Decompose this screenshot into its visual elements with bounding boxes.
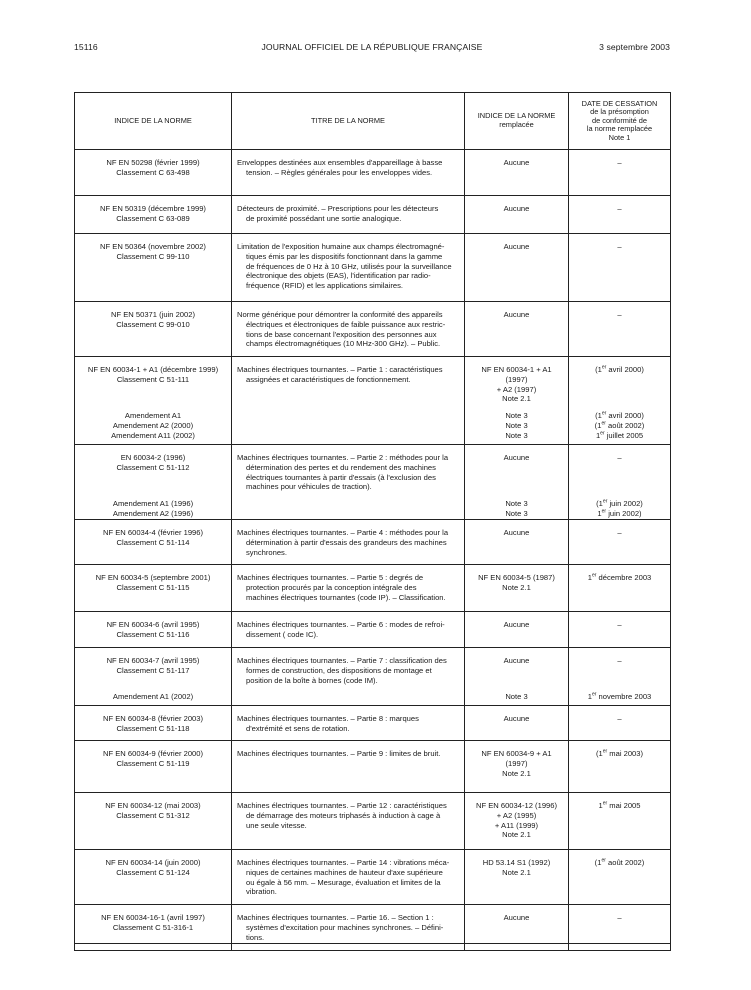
cell-line: + A11 (1999) — [494, 820, 539, 830]
cell-line: NF EN 60034-6 (avril 1995) — [106, 620, 200, 629]
cell-line: Note 2.1 — [502, 582, 531, 592]
cell-line: d'extrémité et sens de rotation. — [246, 723, 350, 733]
cell-line — [80, 887, 226, 897]
cell-line: – — [617, 204, 622, 213]
table-cell-rep — [465, 520, 569, 565]
cell-line: tension. – Règles générales pour les enveloppes vides. — [246, 167, 433, 177]
table-bottom-rule — [74, 943, 670, 944]
cell-line — [470, 593, 563, 603]
table-cell-idx — [75, 234, 232, 302]
table-row — [75, 648, 671, 706]
cell-line: NF EN 50364 (novembre 2002) — [100, 242, 206, 251]
cell-line: (1er avril 2000) — [595, 410, 644, 421]
cell-line: Note 3 — [505, 411, 528, 421]
cell-line — [80, 769, 226, 779]
table-cell-idx — [75, 793, 232, 850]
cell-line: NF EN 60034-12 (1996) — [475, 801, 558, 810]
table-cell-rep — [465, 150, 569, 196]
cell-line — [80, 339, 226, 349]
cell-line — [237, 509, 459, 519]
cell-line: NF EN 60034-1 + A1 — [481, 365, 552, 374]
cell-line: NF EN 60034-12 (mai 2003) — [105, 801, 201, 810]
page-header — [74, 42, 670, 56]
table-cell-rep — [465, 612, 569, 648]
table-cell-title — [232, 150, 465, 196]
table-cell-idx — [75, 648, 232, 706]
cell-line: Aucune — [503, 714, 530, 723]
cell-line: Aucune — [503, 242, 530, 251]
table-cell-idx — [75, 612, 232, 648]
cell-line: Machines électriques tournantes. – Partie 14 : vibrations méca- — [237, 858, 450, 867]
cell-line — [80, 330, 226, 340]
cell-line: Norme générique pour démontrer la conformité des appareils — [237, 310, 443, 319]
cell-line — [80, 593, 226, 603]
cell-line: Note 2.1 — [502, 768, 531, 778]
cell-line — [80, 271, 226, 281]
cell-line: NF EN 60034-8 (février 2003) — [102, 714, 204, 723]
cell-line — [574, 394, 665, 404]
cell-line: Aucune — [503, 204, 530, 213]
cell-line — [574, 385, 665, 395]
cell-line: Note 3 — [505, 692, 528, 702]
cell-line: Amendement A1 (1996) — [112, 499, 194, 509]
table-cell-idx — [75, 741, 232, 793]
cell-line — [80, 830, 226, 840]
table-cell-date — [569, 612, 671, 648]
page-number: 15116 — [74, 42, 98, 52]
table-cell-idx — [75, 520, 232, 565]
cell-line: Enveloppes destinées aux ensembles d'appareillage à basse — [237, 158, 443, 167]
table-cell-rep — [465, 706, 569, 741]
table-cell-rep — [465, 357, 569, 445]
journal-title: JOURNAL OFFICIEL DE LA RÉPUBLIQUE FRANÇAISE — [261, 42, 483, 52]
cell-line: + A2 (1997) — [496, 384, 537, 394]
cell-line: NF EN 60034-7 (avril 1995) — [106, 656, 200, 665]
table-cell-rep — [465, 793, 569, 850]
cell-line — [574, 724, 665, 734]
cell-line — [574, 375, 665, 385]
cell-line: – — [617, 453, 622, 462]
cell-line: Machines électriques tournantes. – Partie 5 : degrés de — [237, 573, 424, 582]
cell-line — [80, 482, 226, 492]
cell-line — [470, 262, 563, 272]
cell-line: Note 2.1 — [502, 867, 531, 877]
cell-line — [237, 385, 459, 395]
cell-line — [80, 394, 226, 404]
table-cell-title — [232, 648, 465, 706]
table-cell-idx — [75, 196, 232, 234]
cell-line: de proximité possédant une sortie analogique. — [246, 213, 402, 223]
cell-line — [574, 271, 665, 281]
cell-line: NF EN 60034-9 (février 2000) — [102, 749, 204, 758]
cell-line: Classement C 51-124 — [116, 867, 190, 877]
table-cell-date — [569, 302, 671, 357]
cell-line: tions. — [246, 932, 265, 942]
cell-line: (1997) — [505, 374, 528, 384]
table-cell-date — [569, 741, 671, 793]
cell-line: – — [617, 656, 622, 665]
cell-line — [237, 830, 459, 840]
table-row — [75, 793, 671, 850]
cell-line: Classement C 51-119 — [116, 758, 190, 768]
cell-line: Classement C 51-114 — [116, 537, 190, 547]
cell-line: NF EN 50298 (février 1999) — [106, 158, 200, 167]
table-row — [75, 196, 671, 234]
cell-line: + A2 (1995) — [496, 810, 537, 820]
cell-line: vibration. — [246, 887, 277, 897]
cell-line: (1er avril 2000) — [595, 364, 644, 374]
cell-line: 1er juillet 2005 — [595, 430, 644, 440]
cell-line — [237, 411, 459, 421]
cell-line — [574, 214, 665, 224]
cell-line: systèmes d'excitation pour machines synchrones. – Défini- — [246, 922, 444, 932]
cell-line — [80, 385, 226, 395]
cell-line: Aucune — [503, 620, 530, 629]
cell-line — [574, 933, 665, 943]
cell-line: dissement ( code IC). — [246, 629, 319, 639]
cell-line — [470, 548, 563, 558]
cell-line: NF EN 60034-5 (1987) — [478, 573, 555, 582]
table-cell-rep — [465, 234, 569, 302]
table-cell-title — [232, 357, 465, 445]
cell-line — [574, 538, 665, 548]
cell-line: 1er mai 2005 — [598, 800, 641, 810]
cell-line: Classement C 99-010 — [116, 319, 190, 329]
table-row — [75, 302, 671, 357]
cell-line: Machines électriques tournantes. – Partie 8 : marques — [237, 714, 419, 723]
cell-line: NF EN 50319 (décembre 1999) — [100, 204, 206, 213]
cell-line: tions de base concernant l'exposition des personnes aux — [246, 329, 437, 339]
table-cell-idx — [75, 357, 232, 445]
table-cell-date — [569, 706, 671, 741]
cell-line — [470, 252, 563, 262]
cell-line — [574, 583, 665, 593]
cell-line: Machines électriques tournantes. – Partie 2 : méthodes pour la — [237, 453, 449, 462]
cell-line — [574, 593, 665, 603]
cell-line: Aucune — [503, 453, 530, 462]
cell-line — [574, 168, 665, 178]
cell-line: de fréquences de 0 Hz à 10 GHz, utilisés pour la surveillance — [246, 261, 452, 271]
table-cell-title — [232, 706, 465, 741]
table-cell-title — [232, 741, 465, 793]
table-body — [75, 150, 671, 951]
cell-line: une seule vitesse. — [246, 820, 307, 830]
cell-line: Aucune — [503, 913, 530, 922]
cell-line: assignées et caractéristiques de fonctionnement. — [246, 374, 411, 384]
cell-line: NF EN 60034-14 (juin 2000) — [105, 858, 201, 867]
cell-line: protection procurés par la conception intégrale des — [246, 582, 417, 592]
cell-line — [237, 431, 459, 441]
table-row — [75, 565, 671, 612]
cell-line: Détecteurs de proximité. – Prescriptions pour les détecteurs — [237, 204, 439, 213]
cell-line: EN 60034-2 (1996) — [120, 453, 186, 462]
cell-line: synchrones. — [246, 547, 287, 557]
cell-line — [80, 548, 226, 558]
cell-line — [470, 878, 563, 888]
cell-line — [574, 281, 665, 291]
cell-line — [470, 473, 563, 483]
cell-line: détermination à partir d'essais des grandeurs des machines — [246, 537, 447, 547]
cell-line: Machines électriques tournantes. – Partie 12 : caractéristiques — [237, 801, 447, 810]
cell-line: formes de construction, des dispositions de montage et — [246, 665, 432, 675]
cell-line: machines pour véhicules de traction). — [246, 482, 372, 492]
cell-line — [574, 821, 665, 831]
cell-line — [470, 339, 563, 349]
cell-line: Machines électriques tournantes. – Partie 16. – Section 1 : — [237, 913, 434, 922]
table-row — [75, 612, 671, 648]
cell-line — [470, 330, 563, 340]
cell-line: Note 3 — [505, 508, 528, 518]
cell-line: Machines électriques tournantes. – Partie 7 : classification des — [237, 656, 447, 665]
issue-date: 3 septembre 2003 — [599, 42, 670, 52]
table-row — [75, 357, 671, 445]
cell-line: Aucune — [503, 310, 530, 319]
cell-line — [470, 320, 563, 330]
cell-line — [574, 320, 665, 330]
cell-line: électriques et électroniques de faible puissance aux restric- — [246, 319, 446, 329]
cell-line — [80, 262, 226, 272]
cell-line — [470, 724, 563, 734]
cell-line: HD 53.14 S1 (1992) — [482, 858, 551, 867]
cell-line: (1er août 2002) — [594, 420, 645, 430]
table-cell-title — [232, 565, 465, 612]
cell-line: Aucune — [503, 656, 530, 665]
table-row — [75, 706, 671, 741]
col-header-remplacee: INDICE DE LA NORME remplacée — [465, 93, 569, 150]
cell-line: de démarrage des moteurs triphasés à induction à cage à — [246, 810, 441, 820]
cell-line: – — [617, 242, 622, 251]
cell-line — [470, 214, 563, 224]
table-cell-rep — [465, 196, 569, 234]
table-cell-rep — [465, 445, 569, 520]
table-cell-idx — [75, 565, 232, 612]
cell-line — [574, 676, 665, 686]
cell-line — [574, 878, 665, 888]
cell-line — [470, 281, 563, 291]
cell-line: – — [617, 620, 622, 629]
cell-line: Note 3 — [505, 430, 528, 440]
cell-line: position de la boîte à bornes (code IM). — [246, 675, 378, 685]
cell-line — [470, 676, 563, 686]
cell-line: Machines électriques tournantes. – Partie 4 : méthodes pour la — [237, 528, 449, 537]
cell-line — [574, 463, 665, 473]
cell-line — [80, 676, 226, 686]
cell-line — [80, 933, 226, 943]
table-cell-idx — [75, 150, 232, 196]
cell-line — [470, 271, 563, 281]
cell-line — [237, 759, 459, 769]
table-cell-title — [232, 520, 465, 565]
cell-line — [574, 830, 665, 840]
table-cell-title — [232, 612, 465, 648]
cell-line: (1er mai 2003) — [595, 748, 644, 758]
table-cell-date — [569, 196, 671, 234]
cell-line — [470, 482, 563, 492]
cell-line: niques de certaines machines de hauteur d'axe supérieure — [246, 867, 443, 877]
cell-line: Classement C 51-117 — [116, 665, 190, 675]
cell-line — [80, 473, 226, 483]
cell-line — [237, 421, 459, 431]
cell-line: Note 2.1 — [502, 394, 531, 404]
cell-line — [574, 473, 665, 483]
table-cell-date — [569, 648, 671, 706]
cell-line — [80, 281, 226, 291]
cell-line — [470, 933, 563, 943]
cell-line: Classement C 63-089 — [116, 213, 190, 223]
cell-line — [574, 868, 665, 878]
cell-line: NF EN 60034-9 + A1 — [481, 749, 552, 758]
cell-line — [470, 463, 563, 473]
table-row — [75, 850, 671, 905]
table-cell-date — [569, 234, 671, 302]
table-cell-date — [569, 445, 671, 520]
cell-line: Note 2.1 — [502, 830, 531, 840]
cell-line: Amendement A2 (1996) — [112, 508, 194, 518]
cell-line: machines électriques tournantes (code IP). – Classification. — [246, 592, 446, 602]
cell-line: – — [617, 528, 622, 537]
cell-line — [574, 887, 665, 897]
table-cell-rep — [465, 302, 569, 357]
cell-line: (1er juin 2002) — [596, 498, 643, 509]
cell-line — [80, 878, 226, 888]
table-cell-title — [232, 445, 465, 520]
cell-line — [470, 538, 563, 548]
cell-line: Classement C 51-116 — [116, 629, 190, 639]
cell-line: ou égale à 56 mm. – Mesurage, évaluation et limites de la — [246, 877, 441, 887]
cell-line: NF EN 60034-1 + A1 (décembre 1999) — [87, 365, 219, 374]
table-cell-date — [569, 793, 671, 850]
table-cell-date — [569, 850, 671, 905]
table-cell-idx — [75, 706, 232, 741]
cell-line: 1er novembre 2003 — [587, 691, 652, 702]
cell-line: Classement C 51-118 — [116, 723, 190, 733]
table-cell-title — [232, 196, 465, 234]
cell-line: électriques tournantes à partir d'essais (à l'exclusion des — [246, 472, 436, 482]
cell-line: 1er juin 2002) — [597, 508, 642, 518]
cell-line: (1997) — [505, 758, 528, 768]
cell-line — [470, 168, 563, 178]
cell-line — [470, 923, 563, 933]
table-cell-rep — [465, 741, 569, 793]
cell-line: Machines électriques tournantes. – Partie 1 : caractéristiques — [237, 365, 443, 374]
cell-line: Aucune — [503, 528, 530, 537]
cell-line: Machines électriques tournantes. – Partie 6 : modes de refroi- — [237, 620, 445, 629]
table-cell-date — [569, 150, 671, 196]
cell-line: Classement C 99-110 — [116, 251, 190, 261]
cell-line — [574, 339, 665, 349]
cell-line — [237, 394, 459, 404]
cell-line: Classement C 51-112 — [116, 462, 190, 472]
cell-line: – — [617, 913, 622, 922]
table-cell-title — [232, 302, 465, 357]
table-header-row — [75, 93, 671, 150]
cell-line: Classement C 63-498 — [116, 167, 190, 177]
cell-line: Classement C 51-111 — [116, 374, 190, 384]
table-cell-title — [232, 850, 465, 905]
cell-line: (1er août 2002) — [594, 857, 645, 867]
table-cell-title — [232, 793, 465, 850]
cell-line: – — [617, 714, 622, 723]
cell-line: fréquence (RFID) et les applications similaires. — [246, 281, 403, 291]
cell-line: – — [617, 158, 622, 167]
table-cell-title — [232, 234, 465, 302]
col-header-date-cessation: DATE DE CESSATION de la présomption de conformité de la norme remplacée Note 1 — [569, 93, 671, 150]
cell-line: champs électromagnétiques (10 MHz-300 GHz). – Public. — [246, 339, 441, 349]
cell-line: Classement C 51-316-1 — [112, 922, 194, 932]
cell-line: Machines électriques tournantes. – Partie 9 : limites de bruit. — [237, 749, 441, 758]
table-cell-rep — [465, 648, 569, 706]
col-header-titre: TITRE DE LA NORME — [232, 93, 465, 150]
cell-line: NF EN 50371 (juin 2002) — [111, 310, 195, 319]
cell-line: Amendement A2 (2000) — [112, 420, 194, 430]
cell-line — [470, 630, 563, 640]
cell-line: NF EN 60034-5 (septembre 2001) — [95, 573, 211, 582]
cell-line: Classement C 51-312 — [116, 810, 190, 820]
cell-line — [574, 548, 665, 558]
cell-line: électronique des objets (EAS), l'identification par radio- — [246, 271, 431, 281]
norms-table — [74, 92, 671, 951]
cell-line: NF EN 60034-16-1 (avril 1997) — [101, 913, 205, 922]
cell-line — [574, 666, 665, 676]
cell-line — [574, 330, 665, 340]
table-cell-rep — [465, 565, 569, 612]
cell-line — [574, 923, 665, 933]
cell-line — [470, 887, 563, 897]
table-row — [75, 741, 671, 793]
table-cell-idx — [75, 302, 232, 357]
table-row — [75, 150, 671, 196]
cell-line: Note 3 — [505, 420, 528, 430]
table-cell-idx — [75, 445, 232, 520]
cell-line — [574, 769, 665, 779]
cell-line — [574, 262, 665, 272]
cell-line — [237, 692, 459, 702]
table-row — [75, 445, 671, 520]
cell-line — [574, 252, 665, 262]
cell-line: NF EN 60034-4 (février 1996) — [102, 528, 204, 537]
cell-line — [470, 666, 563, 676]
cell-line: – — [617, 310, 622, 319]
table-row — [75, 520, 671, 565]
table-cell-rep — [465, 850, 569, 905]
cell-line — [574, 811, 665, 821]
cell-line: Amendement A1 (2002) — [112, 692, 194, 702]
cell-line — [574, 482, 665, 492]
cell-line: 1er décembre 2003 — [587, 572, 652, 582]
cell-line: Amendement A1 — [124, 411, 182, 421]
cell-line: détermination des pertes et du rendement des machines — [246, 462, 436, 472]
col-header-indice: INDICE DE LA NORME — [75, 93, 232, 150]
table-row — [75, 234, 671, 302]
cell-line: Note 3 — [505, 499, 528, 509]
cell-line: Aucune — [503, 158, 530, 167]
cell-line: Limitation de l'exposition humaine aux champs électromagné- — [237, 242, 445, 251]
table-cell-date — [569, 357, 671, 445]
table-cell-idx — [75, 850, 232, 905]
cell-line — [574, 759, 665, 769]
cell-line: Classement C 51-115 — [116, 582, 190, 592]
table-cell-date — [569, 520, 671, 565]
cell-line — [237, 769, 459, 779]
cell-line — [80, 821, 226, 831]
cell-line — [574, 630, 665, 640]
cell-line: tiques émis par les dispositifs fonctionnant dans la gamme — [246, 251, 443, 261]
cell-line: Amendement A11 (2002) — [111, 430, 195, 440]
table-cell-date — [569, 565, 671, 612]
cell-line — [237, 499, 459, 509]
